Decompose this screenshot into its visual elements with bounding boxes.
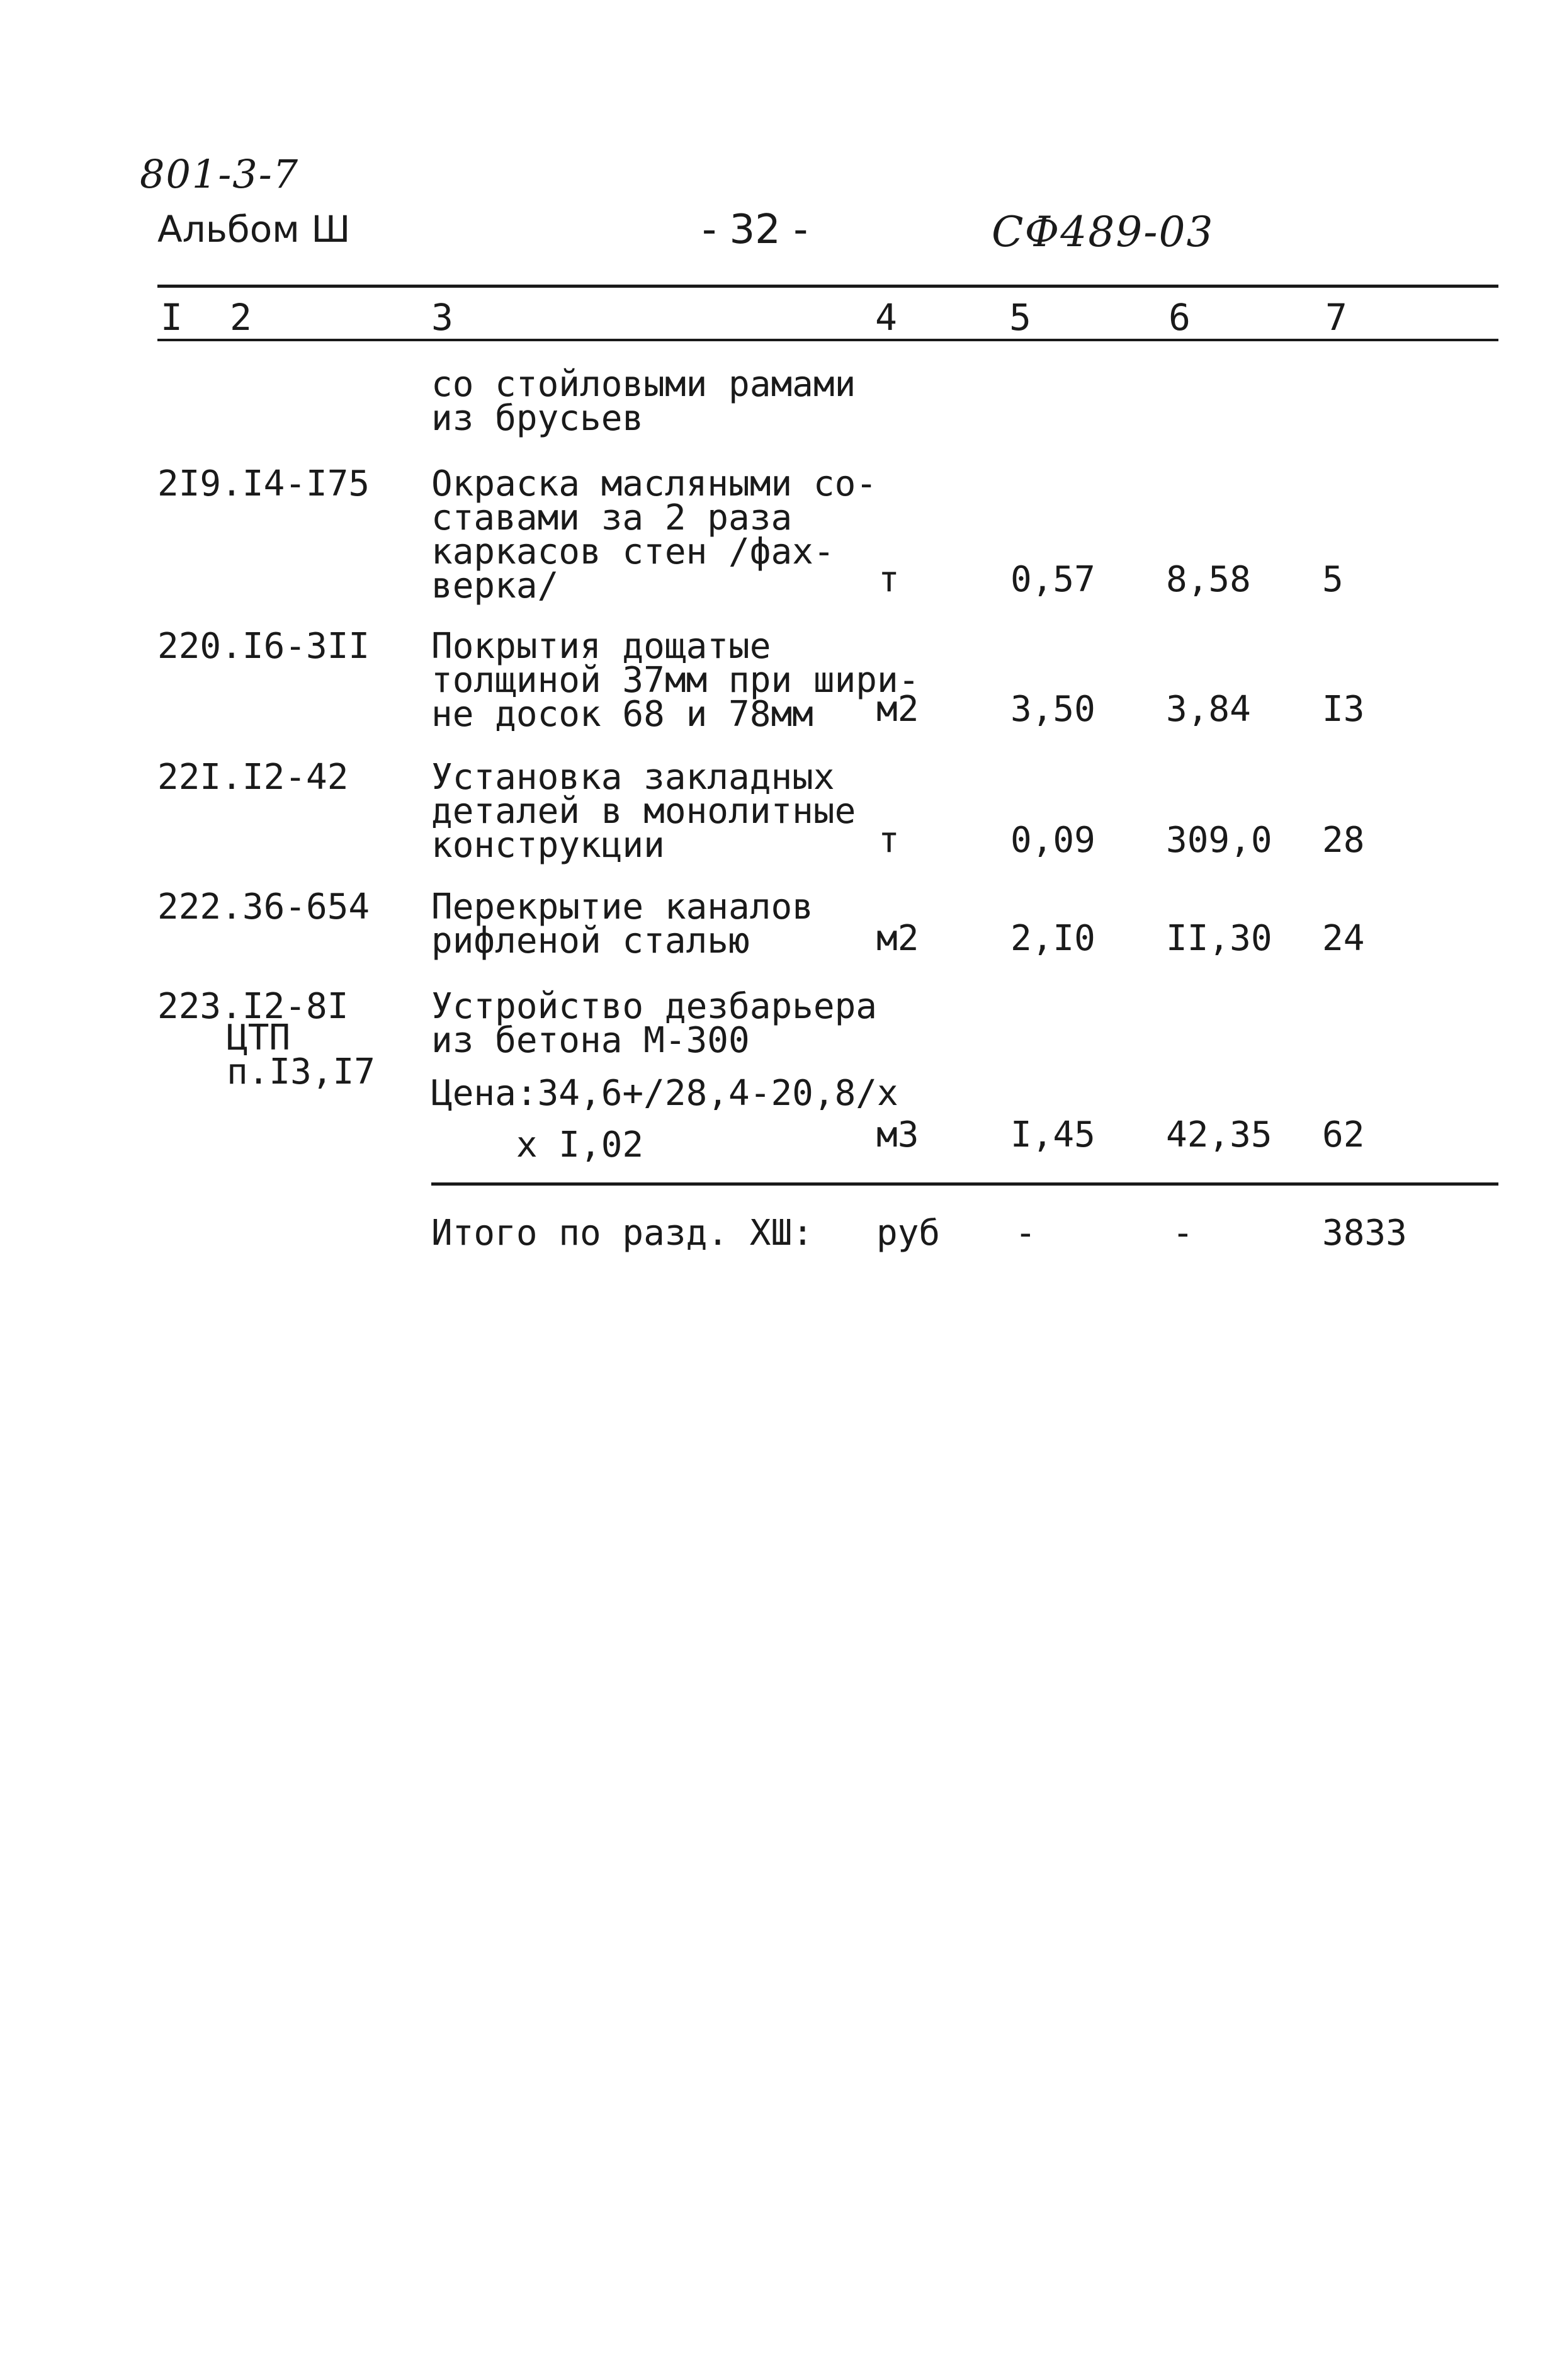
row-unit-price: II,30	[1166, 918, 1272, 959]
row-code: 220.I6-3II	[157, 626, 370, 667]
document-code: СФ489-03	[992, 208, 1214, 256]
column-number-7: 7	[1325, 296, 1347, 339]
row-description: Покрытия дощатые толщиной 37мм при шири- не досок 68 и 78мм	[431, 626, 920, 735]
album-label: Альбом Ш	[157, 208, 351, 251]
row-total: I3	[1322, 689, 1365, 730]
row-unit: т	[878, 559, 900, 600]
handwritten-code: 801-3-7	[140, 151, 300, 197]
row-code: 2I9.I4-I75	[157, 463, 370, 504]
row-unit-price: 3,84	[1166, 689, 1251, 730]
page-number: - 32 -	[702, 207, 808, 253]
row-total: 62	[1322, 1114, 1365, 1155]
row-unit-price: 8,58	[1166, 559, 1251, 600]
row-price-note: Цена:34,6+/28,4-20,8/х х I,02	[431, 1073, 898, 1165]
column-number-4: 4	[875, 296, 897, 339]
column-number-5: 5	[1009, 296, 1031, 339]
row-unit-price: 309,0	[1166, 820, 1272, 861]
row-quantity: 0,09	[1010, 820, 1095, 861]
row-description: Устройство дезбарьера из бетона М-300	[431, 986, 878, 1061]
row-total: 28	[1322, 820, 1365, 861]
row-code: 22I.I2-42	[157, 757, 349, 798]
row-code: 222.36-654	[157, 887, 370, 927]
row-unit: м2	[876, 689, 919, 730]
row-code-reference: ЦТП п.I3,I7	[227, 1017, 376, 1092]
row-total: 5	[1322, 559, 1344, 600]
column-number-6: 6	[1169, 296, 1191, 339]
row-description: Окраска масляными со- ставами за 2 раза каркасов стен /фах- верка/	[431, 463, 878, 606]
row-quantity: 0,57	[1010, 559, 1095, 600]
total-quantity: -	[1015, 1213, 1036, 1254]
column-number-1: I	[161, 296, 183, 339]
total-unit: руб	[876, 1213, 941, 1254]
row-unit-price: 42,35	[1166, 1114, 1272, 1155]
row-unit: м3	[876, 1114, 919, 1155]
total-rule	[431, 1182, 1498, 1186]
total-sum: 3833	[1322, 1213, 1407, 1254]
total-label: Итого по разд. ХШ:	[431, 1213, 813, 1254]
column-number-2: 2	[230, 296, 252, 339]
total-unit-price: -	[1172, 1213, 1194, 1254]
row-unit: м2	[876, 918, 919, 959]
row-description: Перекрытие каналов рифленой сталью	[431, 887, 813, 961]
row-description: Установка закладных деталей в монолитные конструкции	[431, 757, 856, 866]
row-quantity: 2,I0	[1010, 918, 1095, 959]
header-bottom-rule	[157, 339, 1498, 341]
row-quantity: 3,50	[1010, 689, 1095, 730]
row-total: 24	[1322, 918, 1365, 959]
row-quantity: I,45	[1010, 1114, 1095, 1155]
column-number-3: 3	[431, 296, 453, 339]
row-code: 223.I2-8I	[157, 986, 349, 1027]
top-rule	[157, 285, 1498, 288]
continuation-text: со стойловыми рамами из брусьев	[431, 364, 856, 439]
row-unit: т	[878, 820, 900, 861]
